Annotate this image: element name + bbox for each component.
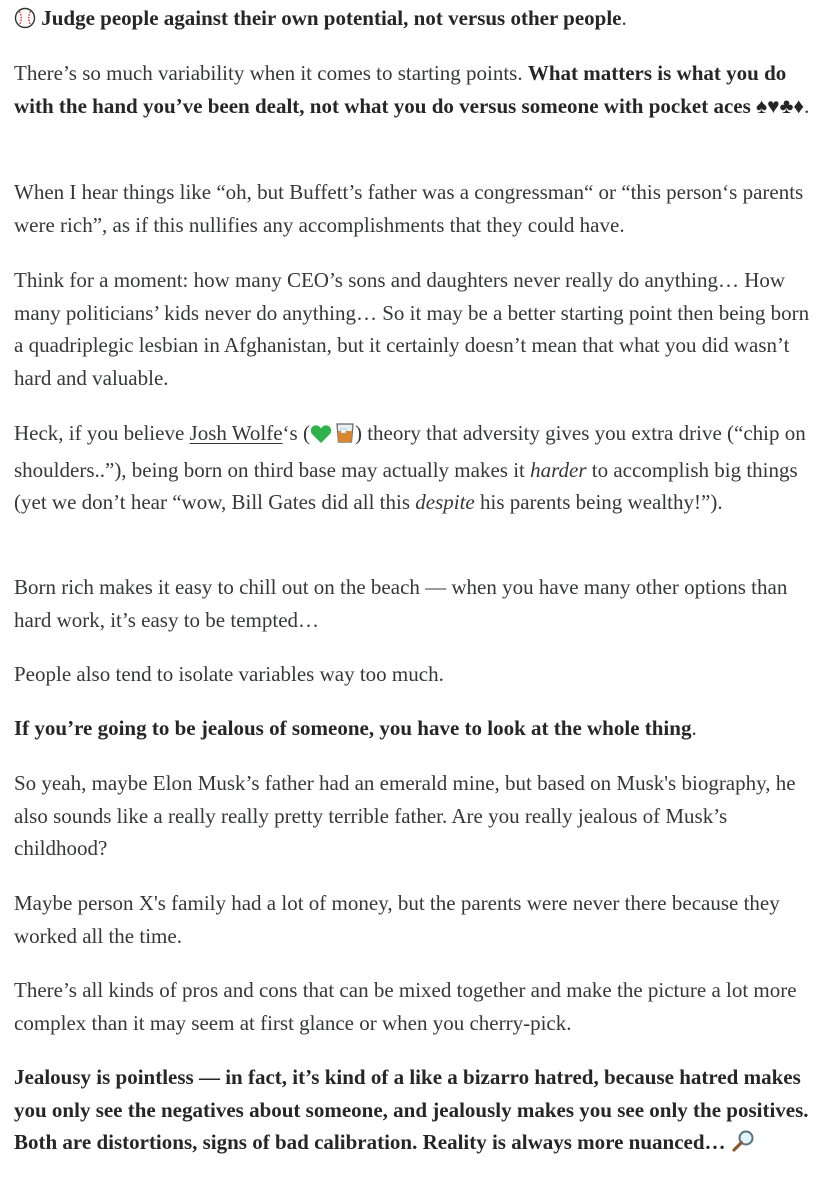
paragraph-jealous-whole-thing: If you’re going to be jealous of someone, you have to look at the whole thing. (14, 716, 697, 740)
paragraph-person-x: Maybe person X's family had a lot of money, but the parents were never there because they worked all the time. (14, 891, 780, 948)
paragraph-title: Judge people against their own potential, not versus other people (41, 6, 622, 30)
paragraph-starting-points: There’s so much variability when it comes to starting points. What matters is what you do with the hand you’ve been dealt, not what you do versus someone with pocket aces ♠♥♣♦. (14, 61, 810, 118)
baseball-icon (14, 6, 36, 39)
magnifying-glass-icon (731, 1129, 755, 1163)
green-heart-icon (310, 421, 332, 454)
paragraph-judge-people: Judge people against their own potential, not versus other people. (14, 2, 819, 39)
paragraph-isolate-variables: People also tend to isolate variables way too much. (14, 662, 444, 686)
paragraph-josh-wolfe: Heck, if you believe Josh Wolfe‘s ( ) theory that adversity gives you extra drive (“chip on shoulders..”), being born on third base may actually makes it harder to accomplish big things (yet we don’t hear “wow, Bill Gates did all this despite his parents being wealthy!”). (14, 421, 806, 515)
paragraph-born-rich: Born rich makes it easy to chill out on the beach — when you have many other options than hard work, it’s easy to be tempted… (14, 575, 788, 632)
paragraph-ceo-sons: Think for a moment: how many CEO’s sons and daughters never really do anything… How many politicians’ kids never do anything… So it may be a better starting point then being born a quadriplegic lesbian in Afghanistan, but it certainly doesn’t mean that what you did wasn’t hard and valuable. (14, 268, 810, 390)
paragraph-pros-cons: There’s all kinds of pros and cons that can be mixed together and make the picture a lot more complex than it may seem at first glance or when you cherry-pick. (14, 978, 797, 1035)
josh-wolfe-link[interactable]: Josh Wolfe (189, 421, 283, 445)
whiskey-glass-icon (335, 421, 355, 454)
paragraph-jealousy-pointless: Jealousy is pointless — in fact, it’s kind of a like a bizarro hatred, because hatred makes you only see the negatives about someone, and jealously makes you see only the positives. Both are distortions, signs of bad calibration. Reality is always more nuanced… (14, 1061, 819, 1163)
paragraph-elon-musk: So yeah, maybe Elon Musk’s father had an emerald mine, but based on Musk's biography, he also sounds like a really really pretty terrible father. Are you really jealous of Musk’s childhood? (14, 771, 796, 861)
paragraph-buffett: When I hear things like “oh, but Buffett’s father was a congressman“ or “this person‘s parents were rich”, as if this nullifies any accomplishments that they could have. (14, 180, 804, 237)
